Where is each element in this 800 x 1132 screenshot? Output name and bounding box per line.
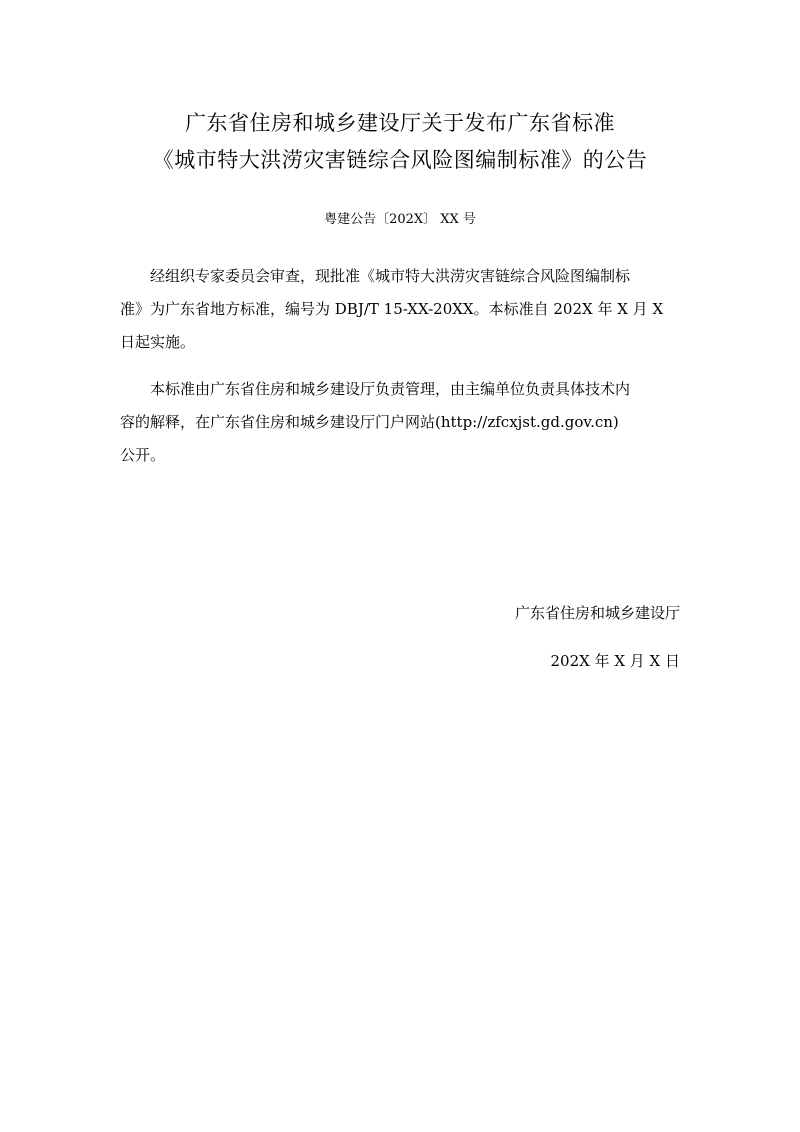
document-number: 粤建公告〔202X〕 XX 号 — [324, 212, 476, 227]
document-title-line-1: 广东省住房和城乡建设厅关于发布广东省标准 — [185, 111, 615, 135]
paragraph-line: 容的解释，在广东省住房和城乡建设厅门户网站(http://zfcxjst.gd.gov.cn) — [120, 413, 619, 431]
signature-organization: 广东省住房和城乡建设厅 — [514, 604, 680, 622]
paragraph-line: 本标准由广东省住房和城乡建设厅负责管理，由主编单位负责具体技术内 — [150, 380, 631, 398]
paragraph-management — [120, 373, 682, 472]
document-title-line-2: 《城市特大洪涝灾害链综合风险图编制标准》的公告 — [152, 148, 648, 172]
paragraph-line: 准》为广东省地方标准，编号为 DBJ/T 15-XX-20XX。本标准自 202X 年 X 月 X — [120, 300, 664, 318]
paragraph-approval — [120, 260, 682, 359]
paragraph-line: 公开。 — [120, 446, 166, 464]
paragraph-line: 经组织专家委员会审查，现批准《城市特大洪涝灾害链综合风险图编制标 — [150, 267, 631, 285]
signature-date: 202X 年 X 月 X 日 — [550, 652, 680, 670]
paragraph-line: 日起实施。 — [120, 333, 196, 351]
